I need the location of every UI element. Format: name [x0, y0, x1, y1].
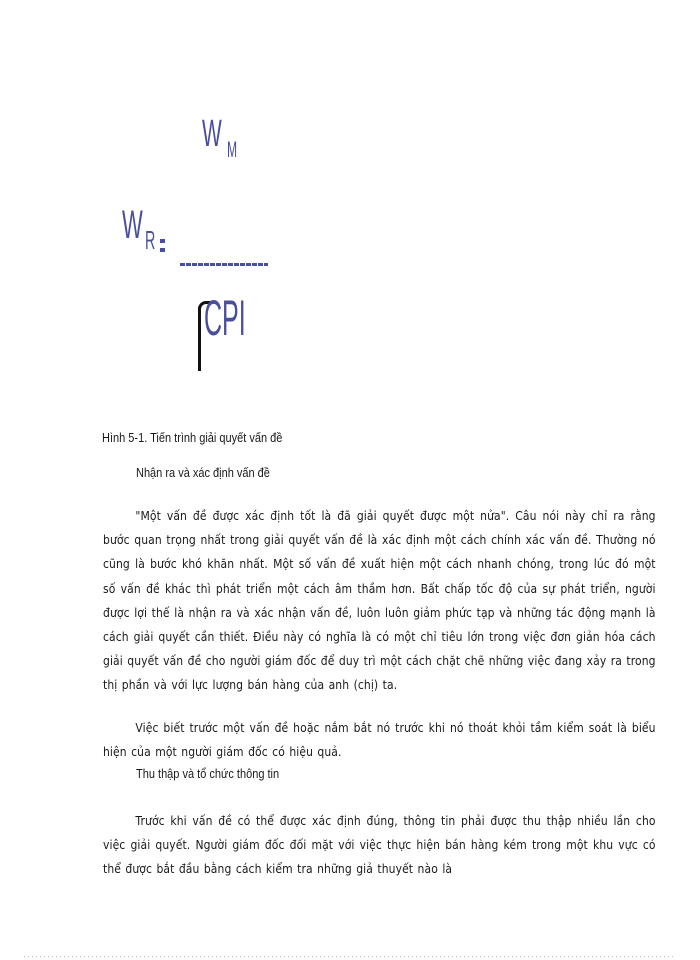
page-bottom-dotted-rule	[24, 956, 674, 957]
figure-caption: Hình 5-1. Tiến trình giải quyết vấn đề	[102, 431, 283, 445]
formula-rho-symbol	[198, 307, 201, 371]
formula-numerator-subscript: M	[227, 137, 238, 162]
formula-equals-sign	[160, 239, 165, 253]
section-heading-identify-problem: Nhận ra và xác định vấn đề	[136, 466, 270, 480]
paragraph-text: "Một vấn đề được xác định tốt là đã giải quyết được một nửa". Câu nói này chỉ ra rằng bước quan trọng nhất trong giải quyết vấn đề là xác định một cách chính xác vấn đề. Thường nó cũng là bước khó khăn nhất. Một số vấn đề xuất hiện một cách nhanh chóng, trong lúc đó một số vấn đề khác thì phát triển một cách âm thầm hơn. Bất chấp tốc độ của sự phát triển, người được lợi thế là nhận ra và xác nhận vấn đề, luôn luôn giảm phức tạp và những tác động mạnh là cách giải quyết cần thiết. Điều này có nghĩa là có một chỉ tiêu lớn trong việc đơn giản hóa cách giải quyết vấn đề cho người giám đốc để duy trì một cách chặt chẽ những việc đang xảy ra trong thị phần và với lực lượng bán hàng của anh (chị) ta.	[103, 509, 656, 693]
paragraph-text: Trước khi vấn đề có thể được xác định đúng, thông tin phải được thu thập nhiều lần cho việc giải quyết. Người giám đốc đối mặt với việc thực hiện bán hàng kém trong một khu vực có thể được bắt đầu bằng cách kiểm tra những giả thuyết nào là	[103, 814, 656, 877]
formula-lhs-subscript: R	[145, 225, 156, 255]
paragraph-collect-information	[103, 809, 656, 882]
paragraph-text: Việc biết trước một vấn đề hoặc nắm bắt nó trước khi nó thoát khỏi tầm kiểm soát là biểu hiện của một người giám đốc có hiệu quả.	[103, 721, 656, 760]
paragraph-anticipate-problem	[103, 716, 656, 764]
formula-denominator: CPI	[204, 290, 246, 346]
formula-fraction-bar	[180, 263, 268, 266]
formula-numerator: W	[202, 113, 222, 155]
formula-lhs: W	[122, 203, 143, 247]
paragraph-identify-problem	[103, 504, 656, 698]
section-heading-collect-information: Thu thập và tổ chức thông tin	[136, 767, 280, 781]
formula-image	[110, 115, 290, 385]
